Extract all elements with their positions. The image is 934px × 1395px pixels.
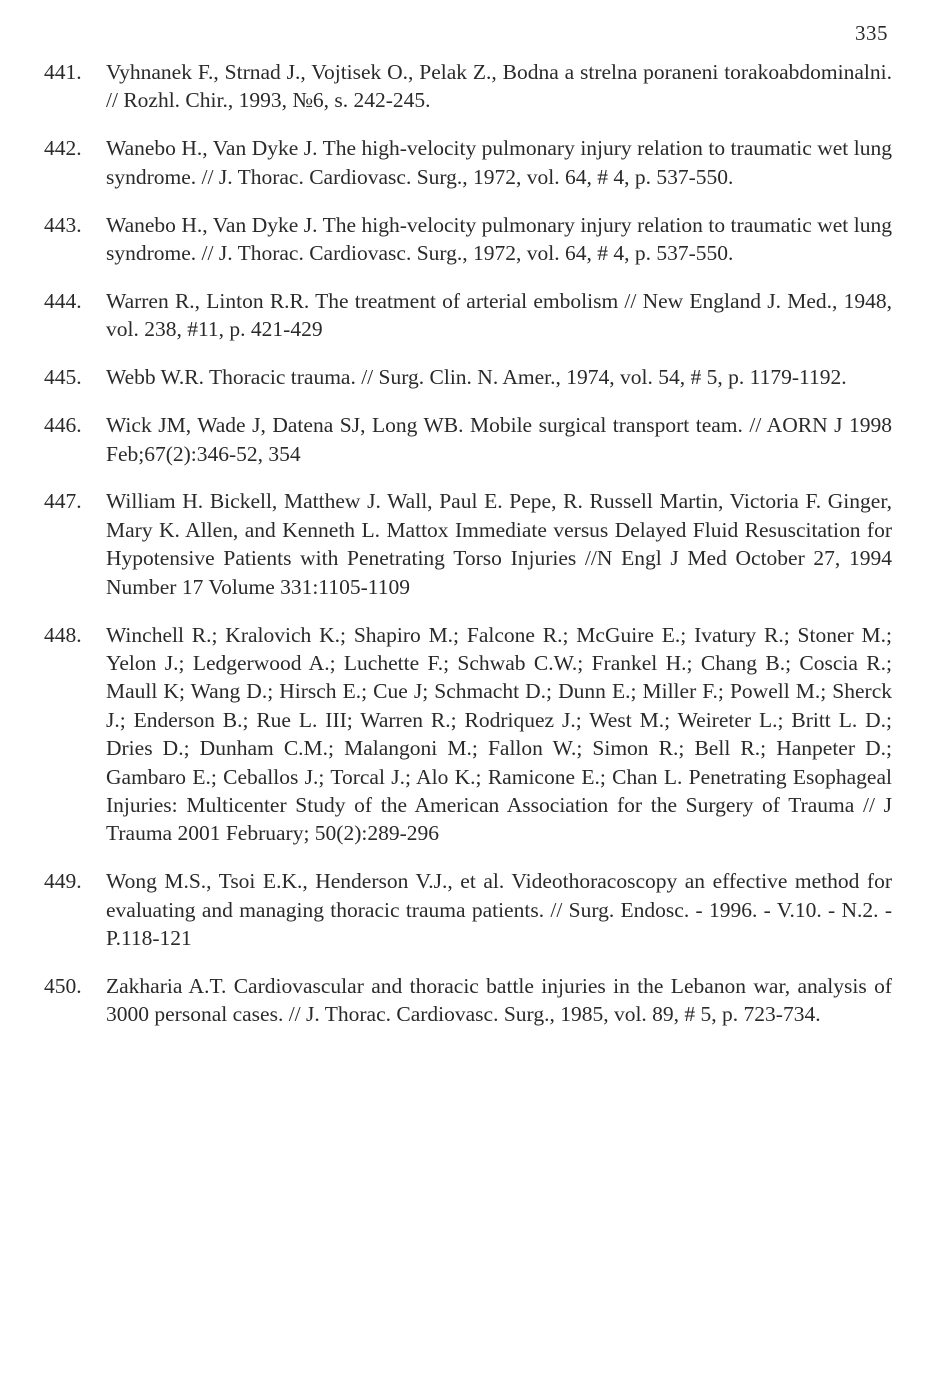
reference-text: Winchell R.; Kralovich K.; Shapiro M.; Falcone R.; McGuire E.; Ivatury R.; Stoner M.; Yelon J.; Ledgerwood A.; Luchette F.; Schwab C.W.; Frankel H.; Chang B.; Coscia R.; Maull K; Wang D.; Hirsch E.; Cue J; Schmacht D.; Dunn E.; Miller F.; Powell M.; Sherck J.; Enderson B.; Rue L. III; Warren R.; Rodriquez J.; West M.; Weireter L.; Britt L. D.; Dries D.; Dunham C.M.; Malangoni M.; Fallon W.; Simon R.; Bell R.; Hanpeter D.; Gambaro E.; Ceballos J.; Torcal J.; Alo K.; Ramicone E.; Chan L. Penetrating Esophageal Injuries: Multicenter Study of the American Association for the Surgery of Trauma // J Trauma 2001 February; 50(2):289-296 bbox=[106, 622, 892, 846]
reference-item bbox=[44, 487, 892, 601]
reference-item bbox=[44, 363, 892, 391]
reference-text: Vyhnanek F., Strnad J., Vojtisek O., Pelak Z., Bodna a strelna poraneni torakoabdominalni. // Rozhl. Chir., 1993, №6, s. 242-245. bbox=[106, 60, 892, 113]
reference-number: 447. bbox=[44, 489, 82, 514]
reference-number: 445. bbox=[44, 365, 82, 390]
reference-item bbox=[44, 411, 892, 468]
reference-number: 448. bbox=[44, 622, 82, 647]
reference-number: 442. bbox=[44, 136, 82, 161]
reference-number: 444. bbox=[44, 288, 82, 313]
reference-text: William H. Bickell, Matthew J. Wall, Paul E. Pepe, R. Russell Martin, Victoria F. Ginger, Mary K. Allen, and Kenneth L. Mattox Immediate versus Delayed Fluid Resuscitation for Hypotensive Patients with Penetrating Torso Injuries //N Engl J Med October 27, 1994 Number 17 Volume 331:1105-1109 bbox=[106, 489, 892, 599]
page-number: 335 bbox=[855, 21, 888, 45]
reference-list bbox=[44, 58, 892, 1048]
reference-number: 446. bbox=[44, 413, 82, 438]
reference-number: 449. bbox=[44, 869, 82, 894]
reference-text: Zakharia A.T. Cardiovascular and thoracic battle injuries in the Lebanon war, analysis of 3000 personal cases. // J. Thorac. Cardiovasc. Surg., 1985, vol. 89, # 5, p. 723-734. bbox=[106, 974, 892, 1027]
reference-item bbox=[44, 621, 892, 848]
reference-number: 441. bbox=[44, 60, 82, 84]
reference-item bbox=[44, 58, 892, 115]
reference-text: Warren R., Linton R.R. The treatment of arterial embolism // New England J. Med., 1948, vol. 238, #11, p. 421-429 bbox=[106, 288, 892, 342]
reference-item bbox=[44, 972, 892, 1029]
reference-item bbox=[44, 134, 892, 191]
reference-item bbox=[44, 867, 892, 952]
reference-number: 450. bbox=[44, 974, 82, 999]
reference-text: Wong M.S., Tsoi E.K., Henderson V.J., et al. Videothoracoscopy an effective method for evaluating and managing thoracic trauma patients. // Surg. Endosc. - 1996. - V.10. - N.2. - P.118-121 bbox=[106, 869, 892, 951]
reference-text: Wick JM, Wade J, Datena SJ, Long WB. Mobile surgical transport team. // AORN J 1998 Feb;67(2):346-52, 354 bbox=[106, 413, 892, 466]
reference-item bbox=[44, 287, 892, 344]
reference-text: Wanebo H., Van Dyke J. The high-velocity pulmonary injury relation to traumatic wet lung syndrome. // J. Thorac. Cardiovasc. Surg., 1972, vol. 64, # 4, p. 537-550. bbox=[106, 136, 892, 189]
reference-text: Webb W.R. Thoracic trauma. // Surg. Clin. N. Amer., 1974, vol. 54, # 5, p. 1179-1192. bbox=[106, 365, 847, 390]
reference-number: 443. bbox=[44, 212, 82, 237]
reference-item bbox=[44, 211, 892, 268]
reference-text: Wanebo H., Van Dyke J. The high-velocity pulmonary injury relation to traumatic wet lung syndrome. // J. Thorac. Cardiovasc. Surg., 1972, vol. 64, # 4, p. 537-550. bbox=[106, 212, 892, 266]
